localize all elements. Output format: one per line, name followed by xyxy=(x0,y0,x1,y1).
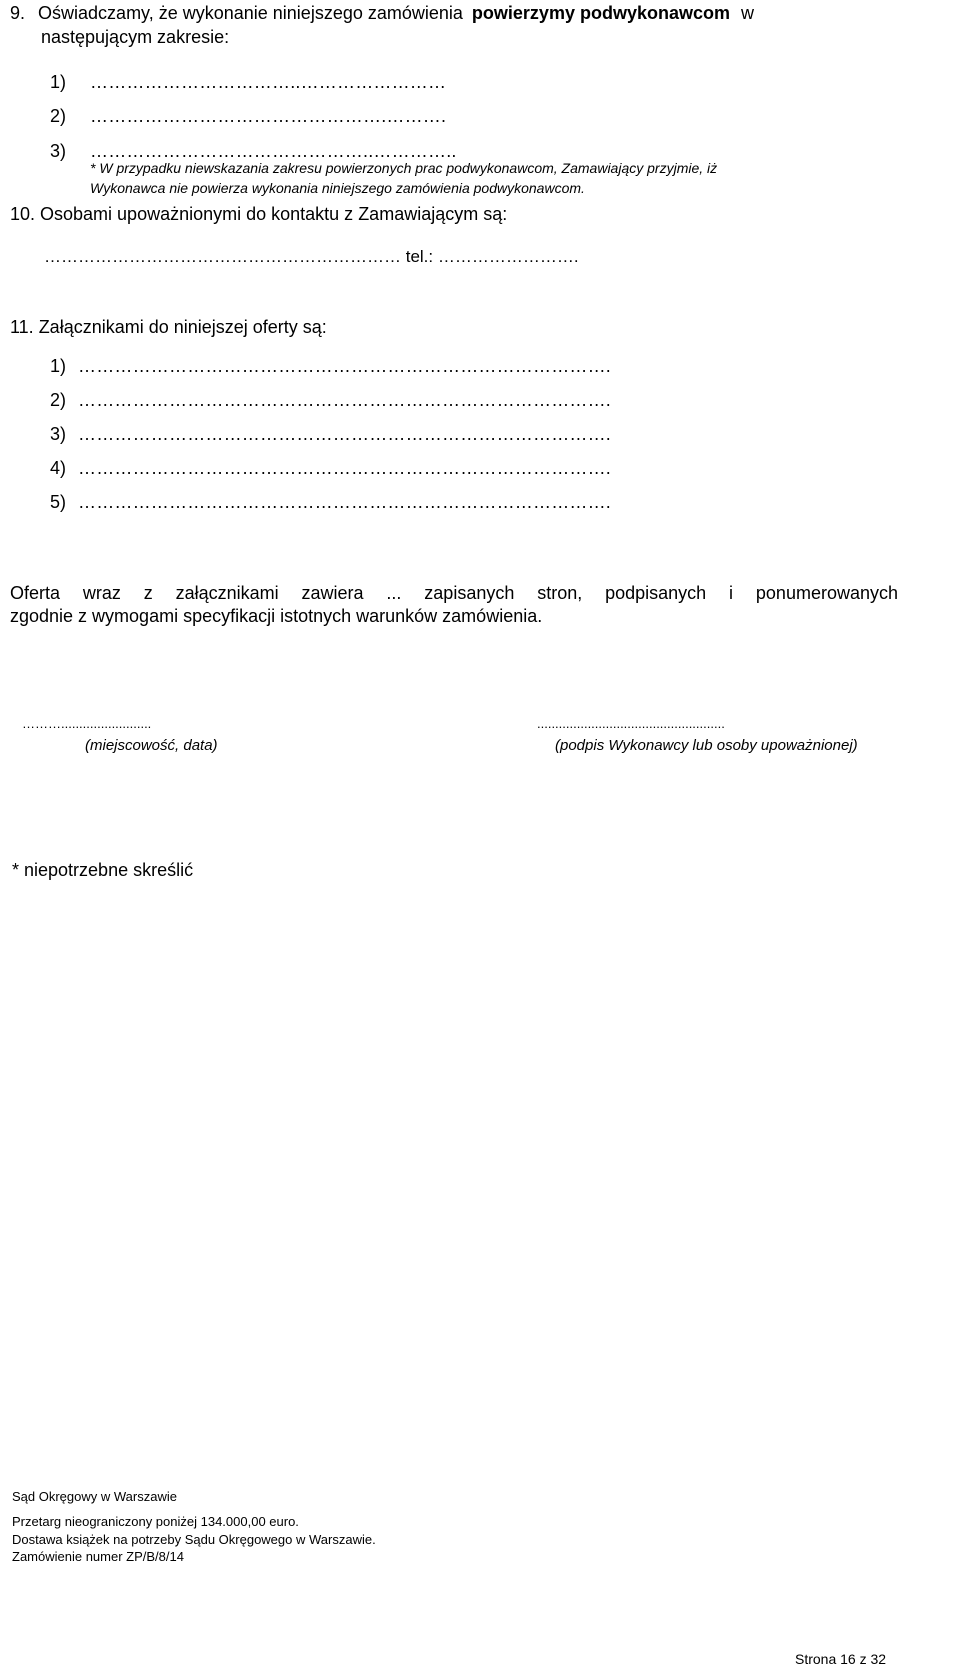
s11-item-1-label: 1) xyxy=(50,356,67,376)
section-9-heading xyxy=(10,2,754,24)
s11-item-4-label: 4) xyxy=(50,458,67,478)
s9-item-3-dots: ………………………………………..………….. xyxy=(90,141,457,161)
signature-left-dots: ………......................... xyxy=(22,716,152,731)
s9-note-line-1: * W przypadku niewskazania zakresu powierzonych prac podwykonawcom, Zamawiający przyjmie, iż xyxy=(90,160,718,176)
s11-item-4-dots: ……………………………………………………………………………. xyxy=(78,458,612,478)
s11-item-3-dots: ……………………………………………………………………………. xyxy=(78,424,612,444)
signature-left-caption: (miejscowość, data) xyxy=(85,737,218,754)
section-10-heading: 10. Osobami upoważnionymi do kontaktu z Zamawiającym są: xyxy=(10,204,508,224)
s11-item-2-dots: ……………………………………………………………………………. xyxy=(78,390,612,410)
footer-delivery: Dostawa książek na potrzeby Sądu Okręgowego w Warszawie. xyxy=(12,1532,376,1547)
footer-court: Sąd Okręgowy w Warszawie xyxy=(12,1489,177,1504)
s11-item-2 xyxy=(50,389,611,411)
s9-item-2-dots: ………………………………………….………. xyxy=(90,106,447,126)
footer-order: Zamówienie numer ZP/B/8/14 xyxy=(12,1549,184,1564)
s11-item-5 xyxy=(50,491,611,513)
offer-line-2: zgodnie z wymogami specyfikacji istotnych warunków zamówienia. xyxy=(10,606,543,626)
s11-item-1 xyxy=(50,355,611,377)
s11-item-1-dots: ……………………………………………………………………………. xyxy=(78,356,612,376)
footer-page-number: Strona 16 z 32 xyxy=(795,1651,887,1667)
s11-item-5-dots: ……………………………………………………………………………. xyxy=(78,492,612,512)
section-9-number: 9. xyxy=(10,3,26,23)
footer-tender: Przetarg nieograniczony poniżej 134.000,00 euro. xyxy=(12,1514,299,1529)
section-9-bold-text: powierzymy podwykonawcom xyxy=(471,3,730,23)
signature-right-dots: .................................................... xyxy=(537,716,725,731)
section-9-line-2: następującym zakresie: xyxy=(41,27,230,47)
s9-item-1-dots: ……………………………..…………………… xyxy=(90,72,447,92)
s11-item-2-label: 2) xyxy=(50,390,67,410)
s11-item-4 xyxy=(50,457,611,479)
s9-note-line-2: Wykonawca nie powierza wykonania niniejszego zamówienia podwykonawcom. xyxy=(90,180,585,196)
s9-item-1-label: 1) xyxy=(50,72,67,92)
strike-note: * niepotrzebne skreślić xyxy=(12,860,194,880)
section-10-contact-line: ……………………………………………………… tel.: ……………………. xyxy=(44,247,579,266)
s9-item-2 xyxy=(50,105,446,127)
s9-item-2-label: 2) xyxy=(50,106,67,126)
offer-line-1: Oferta wraz z załącznikami zawiera ... zapisanych stron, podpisanych i ponumerowanych xyxy=(10,583,898,603)
s9-item-3 xyxy=(50,140,457,162)
s9-item-3-label: 3) xyxy=(50,141,67,161)
s11-item-5-label: 5) xyxy=(50,492,67,512)
s9-item-1 xyxy=(50,71,446,93)
s11-item-3 xyxy=(50,423,611,445)
section-9-text: Oświadczamy, że wykonanie niniejszego zamówienia xyxy=(38,3,463,23)
signature-right-caption: (podpis Wykonawcy lub osoby upoważnionej) xyxy=(555,737,858,754)
s11-item-3-label: 3) xyxy=(50,424,67,444)
section-9-text-after: w xyxy=(741,3,754,23)
section-11-heading: 11. Załącznikami do niniejszej oferty są: xyxy=(10,317,327,337)
